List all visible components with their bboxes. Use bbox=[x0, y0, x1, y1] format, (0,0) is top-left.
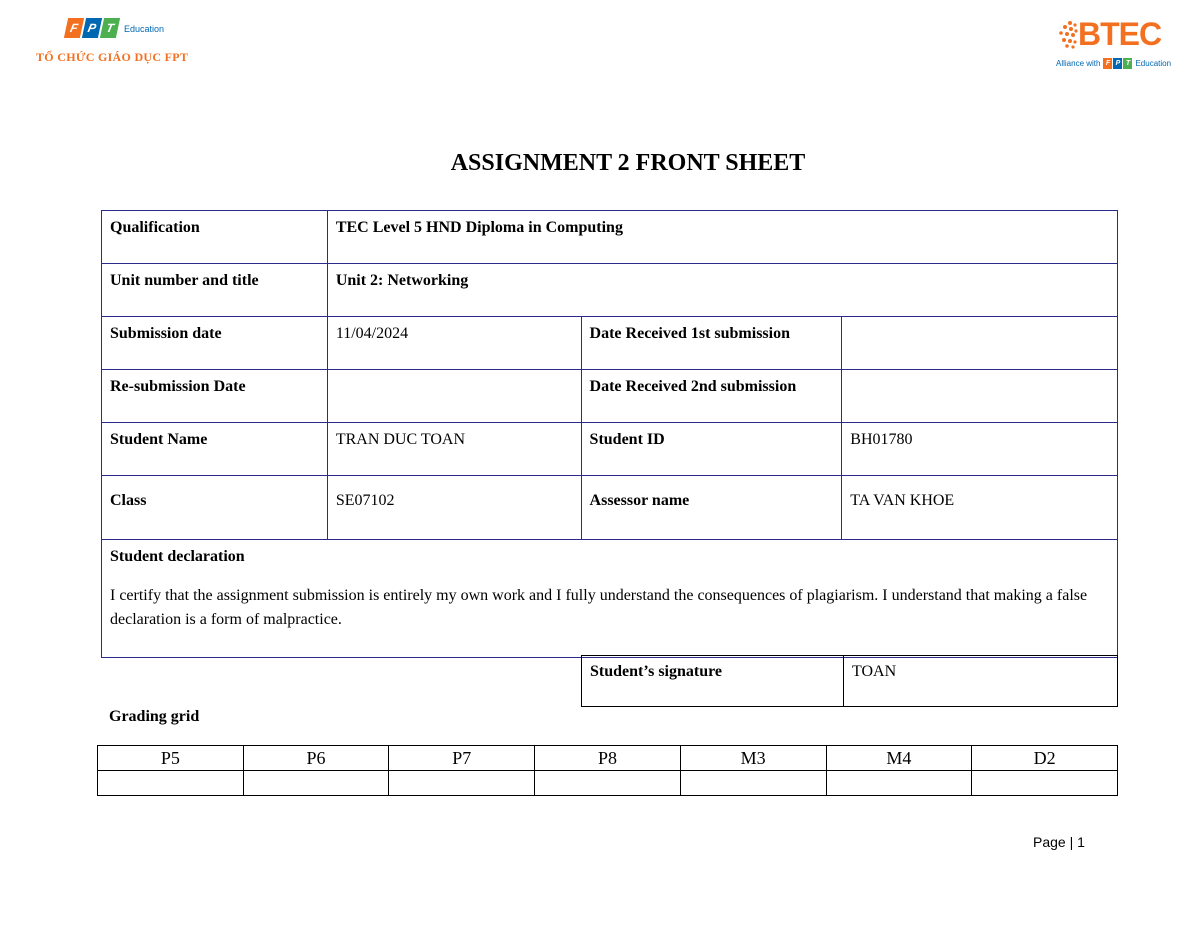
page-number: Page | 1 bbox=[1033, 834, 1085, 850]
grade-value-d2 bbox=[972, 771, 1118, 796]
row-student bbox=[102, 423, 1118, 476]
signature-value: TOAN bbox=[844, 656, 1118, 707]
mini-fpt-t: T bbox=[1123, 58, 1132, 69]
fpt-letter-t: T bbox=[100, 18, 120, 38]
fpt-letter-p: P bbox=[82, 18, 102, 38]
grading-grid-label: Grading grid bbox=[109, 708, 200, 725]
student-id-label: Student ID bbox=[581, 423, 842, 476]
class-value: SE07102 bbox=[327, 476, 581, 540]
signature-label: Student’s signature bbox=[582, 656, 844, 707]
declaration-cell bbox=[102, 540, 1118, 658]
fpt-letter-f: F bbox=[64, 18, 84, 38]
qualification-label: Qualification bbox=[102, 211, 328, 264]
qualification-value: TEC Level 5 HND Diploma in Computing bbox=[327, 211, 1117, 264]
resubmission-value bbox=[327, 370, 581, 423]
btec-alliance bbox=[1056, 58, 1171, 69]
btec-alliance-pre: Alliance with bbox=[1056, 59, 1101, 68]
received-2nd-label: Date Received 2nd submission bbox=[581, 370, 842, 423]
submission-date-label: Submission date bbox=[102, 317, 328, 370]
grade-header-m4: M4 bbox=[826, 746, 972, 771]
row-declaration bbox=[102, 540, 1118, 658]
grade-value-m4 bbox=[826, 771, 972, 796]
grade-header-d2: D2 bbox=[972, 746, 1118, 771]
grade-header-p6: P6 bbox=[243, 746, 389, 771]
grade-value-m3 bbox=[680, 771, 826, 796]
grade-value-p8 bbox=[535, 771, 681, 796]
declaration-title: Student declaration bbox=[110, 548, 245, 565]
class-label: Class bbox=[102, 476, 328, 540]
assessor-label: Assessor name bbox=[581, 476, 842, 540]
grading-grid bbox=[97, 745, 1118, 796]
btec-wordmark: BTEC bbox=[1078, 16, 1162, 52]
student-id-value: BH01780 bbox=[842, 423, 1118, 476]
student-name-value: TRAN DUC TOAN bbox=[327, 423, 581, 476]
unit-value: Unit 2: Networking bbox=[327, 264, 1117, 317]
assessor-value: TA VAN KHOE bbox=[842, 476, 1118, 540]
student-name-label: Student Name bbox=[102, 423, 328, 476]
btec-alliance-post: Education bbox=[1135, 59, 1172, 68]
grade-value-p5 bbox=[98, 771, 244, 796]
fpt-org-name: TỔ CHỨC GIÁO DỤC FPT bbox=[36, 50, 189, 64]
grade-value-p7 bbox=[389, 771, 535, 796]
row-qualification bbox=[102, 211, 1118, 264]
grade-header-p8: P8 bbox=[535, 746, 681, 771]
grading-value-row bbox=[98, 771, 1118, 796]
unit-label: Unit number and title bbox=[102, 264, 328, 317]
front-sheet-table bbox=[101, 210, 1118, 658]
row-unit bbox=[102, 264, 1118, 317]
grade-header-m3: M3 bbox=[680, 746, 826, 771]
received-2nd-value bbox=[842, 370, 1118, 423]
mini-fpt-logo bbox=[1103, 58, 1132, 69]
mini-fpt-f: F bbox=[1103, 58, 1112, 69]
declaration-text: I certify that the assignment submission is entirely my own work and I fully understand the consequences of plagiarism. I understand that making a false declaration is a form of malpractice. bbox=[110, 587, 1088, 628]
grade-header-p5: P5 bbox=[98, 746, 244, 771]
mini-fpt-p: P bbox=[1113, 58, 1122, 69]
fpt-education-text: Education bbox=[124, 24, 165, 34]
btec-logo bbox=[1054, 14, 1184, 74]
signature-table bbox=[581, 655, 1118, 707]
row-class bbox=[102, 476, 1118, 540]
received-1st-value bbox=[842, 317, 1118, 370]
grading-header-row bbox=[98, 746, 1118, 771]
received-1st-label: Date Received 1st submission bbox=[581, 317, 842, 370]
row-submission bbox=[102, 317, 1118, 370]
resubmission-label: Re-submission Date bbox=[102, 370, 328, 423]
grade-header-p7: P7 bbox=[389, 746, 535, 771]
grade-value-p6 bbox=[243, 771, 389, 796]
fpt-education-logo bbox=[36, 16, 216, 68]
fpt-letters bbox=[66, 18, 118, 38]
page-title: ASSIGNMENT 2 FRONT SHEET bbox=[450, 150, 806, 176]
row-signature bbox=[582, 656, 1118, 707]
submission-date-value: 11/04/2024 bbox=[327, 317, 581, 370]
btec-dots-icon bbox=[1056, 20, 1080, 50]
row-resubmission bbox=[102, 370, 1118, 423]
